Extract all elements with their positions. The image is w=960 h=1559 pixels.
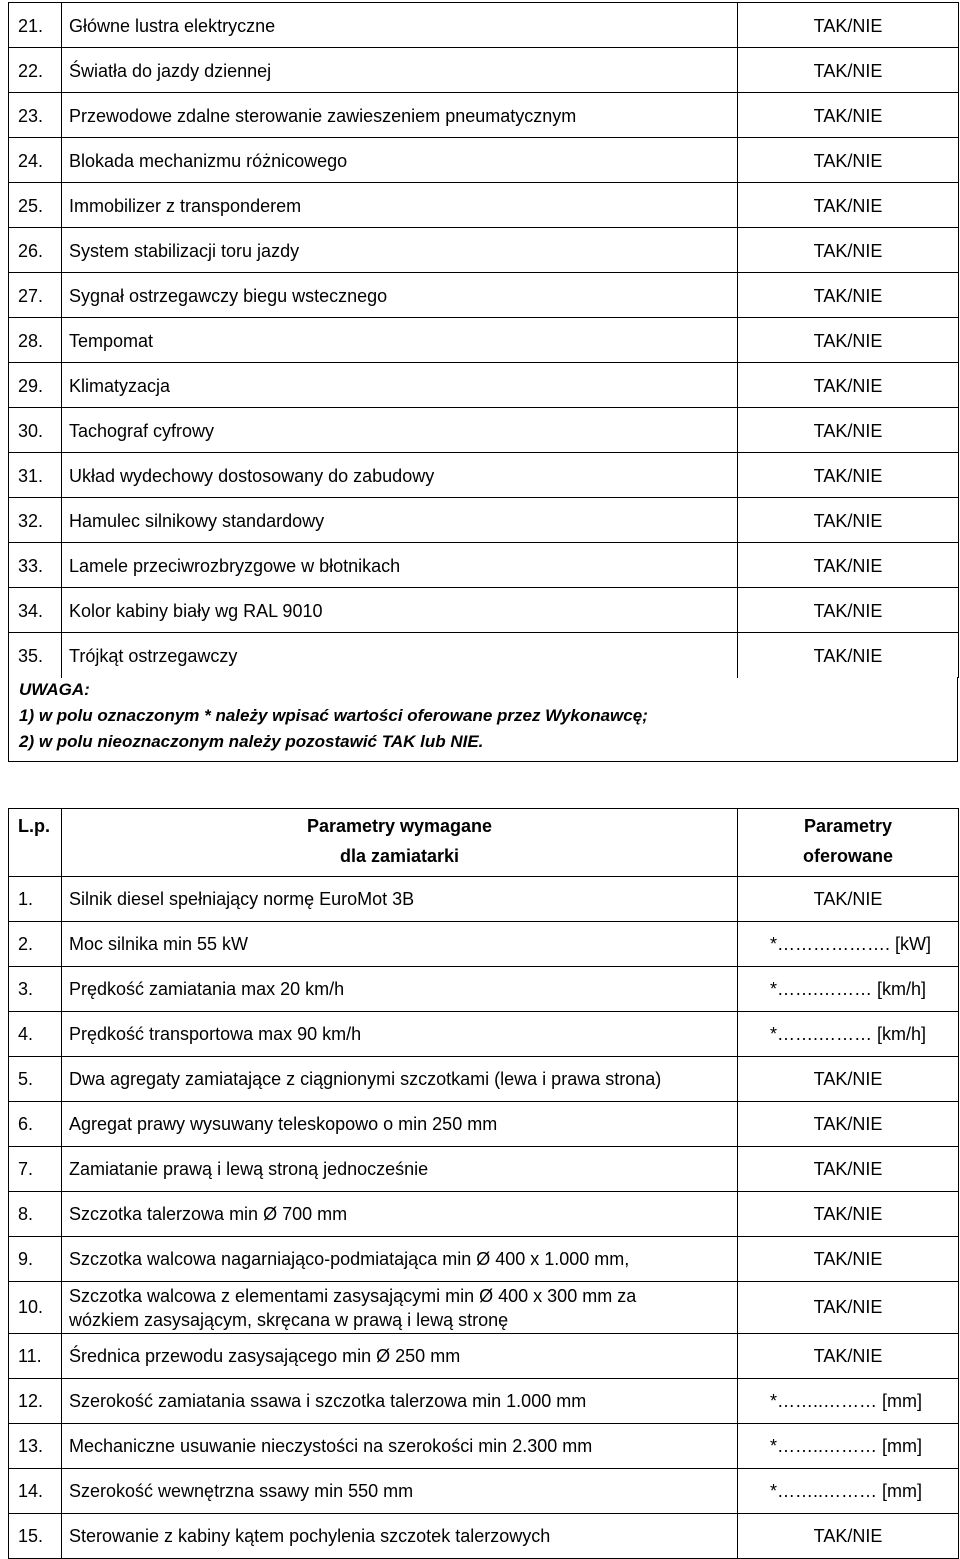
row-description: Lamele przeciwrozbryzgowe w błotnikach [62, 543, 738, 588]
row-value-field[interactable]: *……..……… [mm] [738, 1424, 959, 1469]
table-row [9, 967, 959, 1012]
table-row [9, 1102, 959, 1147]
table-row [9, 1147, 959, 1192]
table-row [9, 228, 959, 273]
row-number: 10. [9, 1282, 62, 1334]
table-row [9, 363, 959, 408]
row-description: Szerokość zamiatania ssawa i szczotka talerzowa min 1.000 mm [62, 1379, 738, 1424]
row-number: 22. [9, 48, 62, 93]
row-description: Agregat prawy wysuwany teleskopowo o min 250 mm [62, 1102, 738, 1147]
row-description: Blokada mechanizmu różnicowego [62, 138, 738, 183]
header-offered-params [738, 809, 959, 877]
spec-table-sweeper-parameters [8, 808, 959, 1559]
row-value: TAK/NIE [738, 1102, 959, 1147]
row-description: Klimatyzacja [62, 363, 738, 408]
row-description: Moc silnika min 55 kW [62, 922, 738, 967]
table-row [9, 1334, 959, 1379]
row-value: TAK/NIE [738, 633, 959, 678]
row-number: 7. [9, 1147, 62, 1192]
row-value: TAK/NIE [738, 1237, 959, 1282]
row-number: 8. [9, 1192, 62, 1237]
table-row [9, 1469, 959, 1514]
row-number: 31. [9, 453, 62, 498]
row-value-field[interactable]: *……..……… [mm] [738, 1379, 959, 1424]
row-number: 11. [9, 1334, 62, 1379]
row-description: Zamiatanie prawą i lewą stroną jednocześnie [62, 1147, 738, 1192]
table-row [9, 1379, 959, 1424]
row-number: 21. [9, 3, 62, 48]
row-description: Światła do jazdy dziennej [62, 48, 738, 93]
row-description-line-2: wózkiem zasysającym, skręcana w prawą i lewą stronę [69, 1309, 509, 1330]
row-description: Silnik diesel spełniający normę EuroMot 3B [62, 877, 738, 922]
table-row [9, 183, 959, 228]
row-description: Immobilizer z transponderem [62, 183, 738, 228]
row-description: System stabilizacji toru jazdy [62, 228, 738, 273]
table-row [9, 498, 959, 543]
row-number: 34. [9, 588, 62, 633]
row-value: TAK/NIE [738, 273, 959, 318]
table-row [9, 543, 959, 588]
row-description: Trójkąt ostrzegawczy [62, 633, 738, 678]
row-value-field[interactable]: *…….……… [km/h] [738, 1012, 959, 1057]
row-value: TAK/NIE [738, 408, 959, 453]
table-row [9, 138, 959, 183]
row-number: 13. [9, 1424, 62, 1469]
row-description: Sygnał ostrzegawczy biegu wstecznego [62, 273, 738, 318]
row-value: TAK/NIE [738, 138, 959, 183]
row-value: TAK/NIE [738, 543, 959, 588]
table-row [9, 1192, 959, 1237]
row-description: Szerokość wewnętrzna ssawy min 550 mm [62, 1469, 738, 1514]
row-description: Prędkość zamiatania max 20 km/h [62, 967, 738, 1012]
row-value-field[interactable]: *…….……… [km/h] [738, 967, 959, 1012]
table-row [9, 1237, 959, 1282]
row-number: 3. [9, 967, 62, 1012]
row-number: 12. [9, 1379, 62, 1424]
header-required-line-2: dla zamiatarki [339, 846, 460, 866]
table-row [9, 408, 959, 453]
row-description: Prędkość transportowa max 90 km/h [62, 1012, 738, 1057]
row-value: TAK/NIE [738, 588, 959, 633]
row-value: TAK/NIE [738, 318, 959, 363]
row-value-field[interactable]: *……..……… [mm] [738, 1469, 959, 1514]
row-number: 33. [9, 543, 62, 588]
header-required-line-1: Parametry wymagane [306, 816, 493, 836]
row-number: 1. [9, 877, 62, 922]
row-value: TAK/NIE [738, 363, 959, 408]
header-offered-line-1: Parametry [803, 816, 893, 836]
row-value: TAK/NIE [738, 1057, 959, 1102]
row-number: 28. [9, 318, 62, 363]
table-row [9, 1424, 959, 1469]
table-row [9, 3, 959, 48]
table-row [9, 1012, 959, 1057]
row-number: 29. [9, 363, 62, 408]
row-number: 35. [9, 633, 62, 678]
row-value: TAK/NIE [738, 3, 959, 48]
table-header-row [9, 809, 959, 877]
row-number: 26. [9, 228, 62, 273]
row-description: Dwa agregaty zamiatające z ciągnionymi szczotkami (lewa i prawa strona) [62, 1057, 738, 1102]
note-line-2: 2) w polu nieoznaczonym należy pozostawić TAK lub NIE. [19, 732, 484, 751]
row-number: 15. [9, 1514, 62, 1559]
row-number: 9. [9, 1237, 62, 1282]
row-description: Średnica przewodu zasysającego min Ø 250 mm [62, 1334, 738, 1379]
row-value: TAK/NIE [738, 228, 959, 273]
spec-table-equipment [8, 2, 959, 678]
row-description: Główne lustra elektryczne [62, 3, 738, 48]
row-value: TAK/NIE [738, 1282, 959, 1334]
table-row [9, 48, 959, 93]
table-row [9, 588, 959, 633]
row-number: 2. [9, 922, 62, 967]
table-row [9, 877, 959, 922]
table-row [9, 453, 959, 498]
header-offered-line-2: oferowane [802, 846, 894, 866]
row-description: Tempomat [62, 318, 738, 363]
row-number: 5. [9, 1057, 62, 1102]
row-value: TAK/NIE [738, 498, 959, 543]
row-description: Szczotka walcowa nagarniająco-podmiatająca min Ø 400 x 1.000 mm, [62, 1237, 738, 1282]
row-description [62, 1282, 738, 1334]
row-description: Mechaniczne usuwanie nieczystości na szerokości min 2.300 mm [62, 1424, 738, 1469]
table-row [9, 922, 959, 967]
row-value: TAK/NIE [738, 1147, 959, 1192]
row-number: 25. [9, 183, 62, 228]
row-number: 32. [9, 498, 62, 543]
row-description: Szczotka talerzowa min Ø 700 mm [62, 1192, 738, 1237]
table-row [9, 93, 959, 138]
note-box [8, 677, 958, 762]
row-value-field[interactable]: *………………. [kW] [738, 922, 959, 967]
row-description: Sterowanie z kabiny kątem pochylenia szczotek talerzowych [62, 1514, 738, 1559]
row-value: TAK/NIE [738, 93, 959, 138]
row-value: TAK/NIE [738, 1192, 959, 1237]
row-value: TAK/NIE [738, 48, 959, 93]
table-row [9, 1282, 959, 1334]
table-row [9, 1514, 959, 1559]
row-description-line-1: Szczotka walcowa z elementami zasysającymi min Ø 400 x 300 mm za [69, 1285, 637, 1306]
note-line-1: 1) w polu oznaczonym * należy wpisać wartości oferowane przez Wykonawcę; [19, 706, 648, 725]
table-row [9, 273, 959, 318]
row-description: Tachograf cyfrowy [62, 408, 738, 453]
note-title: UWAGA: [19, 680, 90, 699]
row-description: Przewodowe zdalne sterowanie zawieszeniem pneumatycznym [62, 93, 738, 138]
header-required-params [62, 809, 738, 877]
row-description: Kolor kabiny biały wg RAL 9010 [62, 588, 738, 633]
table-row [9, 633, 959, 678]
row-number: 27. [9, 273, 62, 318]
row-value: TAK/NIE [738, 453, 959, 498]
row-value: TAK/NIE [738, 1334, 959, 1379]
row-number: 14. [9, 1469, 62, 1514]
row-description: Układ wydechowy dostosowany do zabudowy [62, 453, 738, 498]
row-number: 23. [9, 93, 62, 138]
row-value: TAK/NIE [738, 183, 959, 228]
row-number: 4. [9, 1012, 62, 1057]
table-row [9, 318, 959, 363]
row-number: 30. [9, 408, 62, 453]
row-value: TAK/NIE [738, 1514, 959, 1559]
table-row [9, 1057, 959, 1102]
row-description: Hamulec silnikowy standardowy [62, 498, 738, 543]
header-lp: L.p. [9, 809, 62, 877]
row-number: 6. [9, 1102, 62, 1147]
row-value: TAK/NIE [738, 877, 959, 922]
row-number: 24. [9, 138, 62, 183]
